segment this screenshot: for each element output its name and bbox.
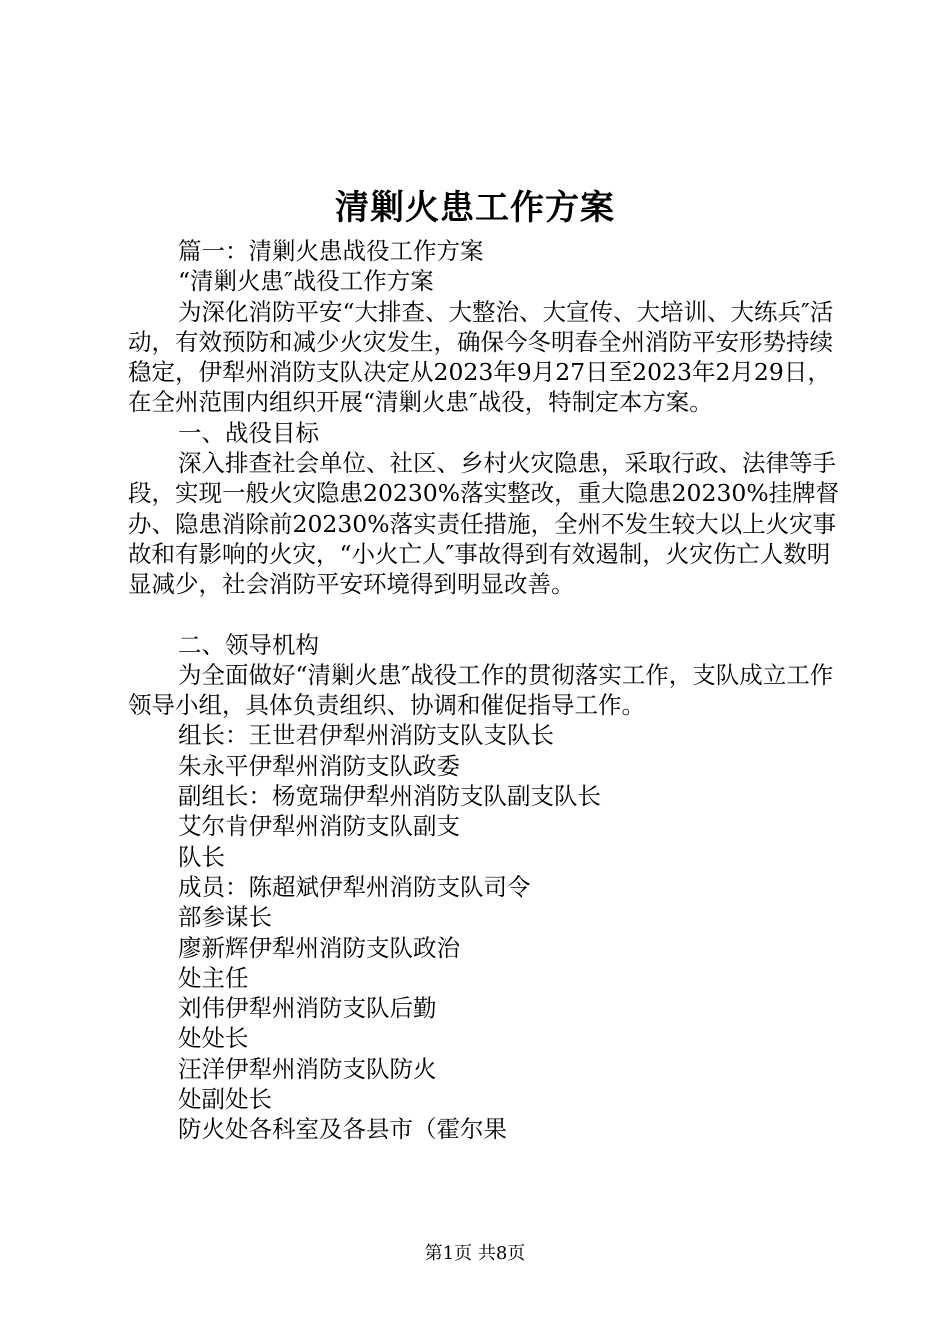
document-title: 清剿火患工作方案 [335, 188, 615, 228]
list-item: 朱永平伊犁州消防支队政委 [178, 751, 460, 780]
list-item: 队长 [178, 842, 225, 871]
list-item: 廖新辉伊犁州消防支队政治 [178, 933, 460, 962]
list-item: 组长：王世君伊犁州消防支队支队长 [178, 721, 554, 750]
list-item: 艾尔肯伊犁州消防支队副支 [178, 812, 460, 841]
document-body [128, 236, 848, 1145]
list-item: 副组长：杨宽瑞伊犁州消防支队副支队长 [178, 782, 601, 811]
paragraph-goals: 深入排查社会单位、社区、乡村火灾隐患，采取行政、法律等手段，实现一般火灾隐患20230%落实整改，重大隐患20230%挂牌督办、隐患消除前20230%落实责任措施，全州不发生较大以上火灾事故和有影响的火灾，“小火亡人″事故得到有效遏制，火灾伤亡人数明显减少，社会消防平安环境得到明显改善。 [128, 449, 840, 599]
section-heading-goals: 一、战役目标 [178, 418, 319, 447]
list-item: 汪洋伊犁州消防支队防火 [178, 1054, 437, 1083]
list-item: 成员：陈超斌伊犁州消防支队司令 [178, 872, 531, 901]
paragraph-intro: 为深化消防平安“大排查、大整治、大宣传、大培训、大练兵″活动，有效预防和减少火灾发生，确保今冬明春全州消防平安形势持续稳定，伊犁州消防支队决定从2023年9月27日至2023年2月29日，在全州范围内组织开展“清剿火患″战役，特制定本方案。 [128, 297, 834, 417]
page-indicator: 第1页 共8页 [424, 1243, 526, 1264]
list-item: 刘伟伊犁州消防支队后勤 [178, 994, 437, 1023]
paragraph-leadership: 为全面做好“清剿火患″战役工作的贯彻落实工作，支队成立工作领导小组，具体负责组织、协调和催促指导工作。 [128, 660, 834, 720]
section-heading-leadership: 二、领导机构 [178, 630, 319, 659]
paragraph-subtitle-1: 篇一：清剿火患战役工作方案 [178, 237, 484, 265]
list-item: 处主任 [178, 963, 249, 992]
list-item: 处副处长 [178, 1085, 272, 1114]
list-item: 处处长 [178, 1024, 249, 1053]
list-item: 部参谋长 [178, 903, 272, 932]
list-item: 防火处各科室及各县市（霍尔果 [178, 1115, 507, 1144]
paragraph-subtitle-2: “清剿火患″战役工作方案 [178, 267, 434, 296]
